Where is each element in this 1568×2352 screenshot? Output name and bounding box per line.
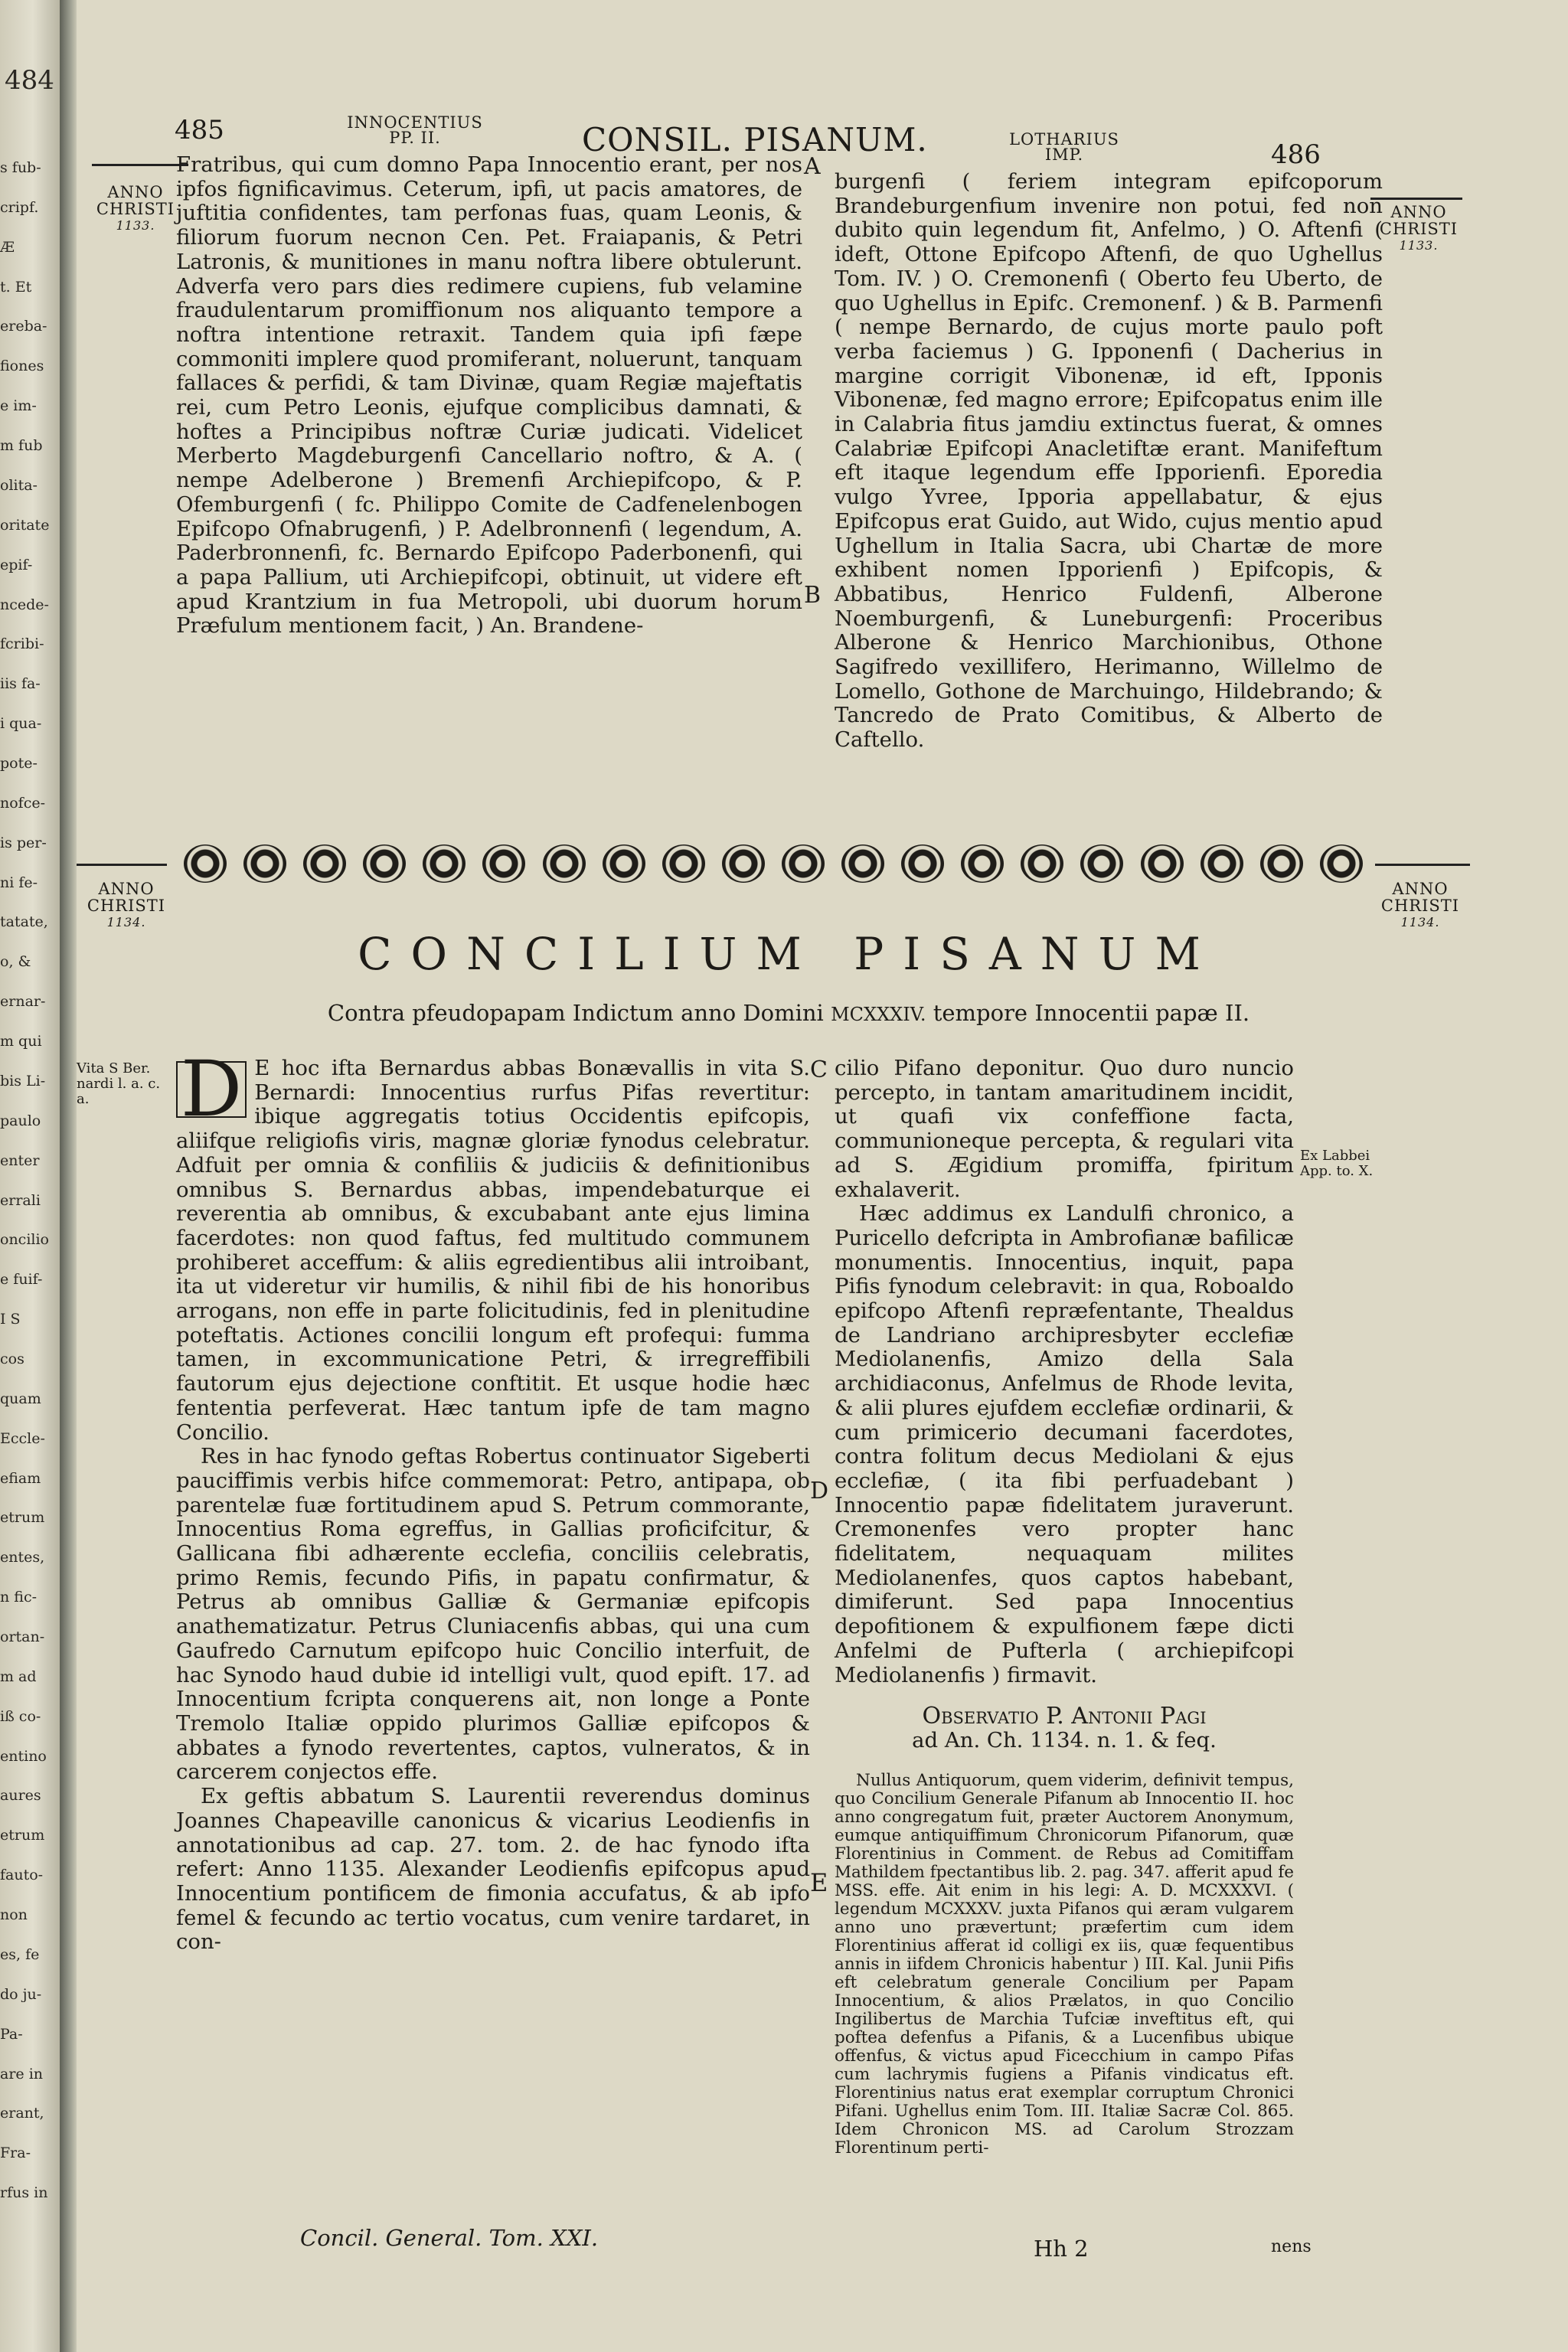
left-page-text-fragment: n fic- <box>0 1590 38 1606</box>
left-page-text-fragment: nofce- <box>0 795 46 811</box>
running-head-emperor-line1: LOTHARIUS <box>1009 130 1119 149</box>
left-page-text-fragment: entino <box>0 1749 47 1764</box>
body-left-column <box>176 1044 810 1955</box>
subtitle-text-end: tempore Innocentii papæ II. <box>933 1000 1250 1026</box>
left-page-text-fragment: Fra- <box>0 2146 31 2161</box>
left-page-text-fragment: o, & <box>0 955 31 970</box>
left-page-text-fragment: t. Et <box>0 279 32 295</box>
left-page-text-fragment: ortan- <box>0 1630 45 1645</box>
footer-volume: Concil. General. Tom. XXI. <box>300 2225 599 2251</box>
body-right-column <box>835 1057 1294 2158</box>
running-head-pope-line1: INNOCENTIUS <box>347 113 483 132</box>
anno-christi: CHRISTI <box>87 897 166 915</box>
rosette-ornament <box>901 844 944 883</box>
anno-word: ANNO <box>1390 203 1447 221</box>
left-page-text-fragment: rfus in <box>0 2186 48 2201</box>
left-page-text-fragment: fauto- <box>0 1868 44 1883</box>
left-page-text-fragment: is per- <box>0 835 47 851</box>
left-page-number: 484 <box>5 67 54 93</box>
anno-christi: CHRISTI <box>96 200 175 218</box>
left-page-text-fragment: tatate, <box>0 915 48 930</box>
rosette-ornament <box>363 844 406 883</box>
anno-section-right <box>1370 880 1470 931</box>
left-page-text-fragment: olita- <box>0 478 38 493</box>
rosette-ornament <box>423 844 466 883</box>
left-page-text-fragment: errali <box>0 1193 41 1208</box>
left-page-text-fragment: e fuif- <box>0 1272 43 1288</box>
left-page-text-fragment: m fub <box>0 439 43 454</box>
observatio-subtitle: ad An. Ch. 1134. n. 1. & feq. <box>912 1727 1217 1753</box>
section-rule-right <box>1375 864 1470 866</box>
left-page-text-fragment: Pa- <box>0 2027 23 2042</box>
anno-christi: CHRISTI <box>1379 220 1459 238</box>
left-page-text-fragment: etrum <box>0 1511 45 1526</box>
left-page-text-fragment: do ju- <box>0 1987 42 2002</box>
left-page-text-fragment: ncede- <box>0 597 49 612</box>
left-page-text-fragment: ernar- <box>0 995 46 1010</box>
top-right-column: burgenfi ( feriem integram epifcoporum Brandeburgenfium invenire non potui, fed non dubito quin legendum fit, Anfelmo, ) O. Aftenfi ( ideft, Ottone Epifcopo Aftenfi, de quo Ughellus Tom. IV. ) O. Cremonenfi ( Oberto feu Uberto, de quo Ughellus in Epifc. Cremonenf. ) & B. Parmenfi ( nempe Bernardo, de cujus morte paulo poft verba faciemus ) G. Ipponenfi ( Dacherius in margine corrigit Vibonenæ, id eft, Ipponis Vibonenæ, fed magno errore; Epifcopatus enim ille in Calabria fitus jamdiu extinctus fuerat, & omnes Calabriæ Epifcopi Anacletiftæ erant. Manifeftum eft itaque legendum effe Ipporienfi. Eporedia vulgo Yvree, Ipporia appellabatur, & ejus Epifcopus erat Guido, aut Wido, cujus mentio apud Ughellum in Italia Sacra, ubi Chartæ de more exhibent nomen Ipporienfi ) Epifcopis, & Abbatibus, Henrico Fuldenfi, Alberone Noemburgenfi, & Luneburgenfi: Proceribus Alberone & Henrico Marchionibus, Othone Sagifredo vexillifero, Herimanno, Willelmo de Lomello, Gothone de Marchuingo, Hildebrando; & Tancredo de Prato Comitibus, & Alberto de Caftello. <box>835 169 1383 753</box>
rosette-ornament <box>782 844 825 883</box>
rosette-ornament <box>303 844 346 883</box>
left-page-text-fragment: fiones <box>0 359 44 374</box>
anno-top-right <box>1369 204 1468 254</box>
left-page-text-fragment: ni fe- <box>0 875 38 890</box>
left-page-text-fragment: es, fe <box>0 1947 40 1962</box>
left-page-text-fragment: cripf. <box>0 200 39 215</box>
left-page-text-fragment: bis Li- <box>0 1073 46 1089</box>
body-left-paragraph-2: Res in hac fynodo geftas Robertus continuator Sigeberti pauciffimis verbis hifce commemorat: Petro, antipapa, ob parentelæ fuæ fortitudinem apud S. Petrum commorante, Innocentius Roma egreffus, in Gallias proficifcitur, & Gallicana fibi adhærente ecclefia, conciliis celebratis, primo Remis, fecundo Pifis, in papatu confirmatur, & Petrus ab omnibus Galliæ & Germaniæ epifcopis anathematizatur. Petrus Cluniacenfis abbas, qui una cum Gaufredo Carnutum epifcopo huic Concilio interfuit, de hac Synodo haud dubie id intelligi vult, quod epift. 17. ad Innocentium fcripta conquerens ait, non longe a Ponte Tremolo Italiæ oppido plurimos Galliæ epifcopos & abbates a fynodo revertentes, captos, vulneratos, & in carcerem conjectos effe. <box>176 1444 810 1785</box>
rosette-ornament <box>243 844 286 883</box>
body-left-paragraph-1: E hoc ifta Bernardus abbas Bonævallis in vita S. Bernardi: Innocentius rurfus Pifas revertitur: ibique aggregatis totius Occidentis epifcopis, aliifque religiofis viris, magnæ gloriæ fynodus celebratur. Adfuit per omnia & confiliis & judiciis & definitionibus omnibus S. Bernardus abbas, impendebaturque ei reverentia ab omnibus, & excubabant ante ejus limina facerdotes: non quod faftus, fed multitudo communem prohiberet acceffum: & aliis egredientibus alii introibant, ita ut videretur vir humilis, & nihil fibi de his honoribus arrogans, non effe in parte folicitudinis, fed in plenitudine poteftatis. Actiones concilii longum eft profequi: fumma tamen, in excommunicatione Petri, & irregreffibili fautorum ejus dejectione conftitit. Et usque hodie hæc fententia perfeverat. Hæc tantum ipfe de tam magno Concilio. <box>176 1056 810 1445</box>
left-page-text-fragment: m qui <box>0 1034 42 1050</box>
section-subtitle <box>191 1000 1386 1026</box>
observatio-title: Observatio P. Antonii Pagi <box>922 1703 1207 1730</box>
left-page-text-fragment: fcribi- <box>0 637 44 652</box>
left-page-text-fragment: enter <box>0 1153 40 1168</box>
body-right-paragraph-2: Hæc addimus ex Landulfi chronico, a Puricello defcripta in Ambrofianæ bafilicæ monumentis. Innocentius, inquit, papa Pifis fynodum celebravit: in qua, Roboaldo epifcopo Aftenfi repræfentante, Thealdus de Landriano archipresbyter ecclefiæ Mediolanenfis, Amizo della Sala archidiaconus, Anfelmus de Rhode levita, & alii plures ejufdem ecclefiæ ordinarii, & cum primicerio decumani facerdotes, contra folitum decus Mediolani & ejus ecclefiæ, ( ita fibi perfuadebant ) Innocentio papæ fidelitatem juraverunt. Cremonenfes vero propter hanc fidelitatem, nequaquam milites Mediolanenfes, quos captos habebant, dimiferunt. Sed papa Innocentius depofitionem & expulfionem fæpe dicti Anfelmi de Pufterla ( archiepifcopi Mediolanenfis ) firmavit. <box>835 1201 1294 1687</box>
anno-word: ANNO <box>98 880 155 898</box>
left-page-text-fragment: s fub- <box>0 161 41 175</box>
rosette-ornament <box>1080 844 1123 883</box>
running-head-title: CONSIL. PISANUM. <box>582 121 928 158</box>
left-page-text-fragment: pote- <box>0 756 38 771</box>
left-page-text-fragment: epif- <box>0 557 33 573</box>
left-page-text-fragment: efiam <box>0 1471 41 1486</box>
rosette-ornament <box>1141 844 1184 883</box>
rosette-ornament <box>662 844 705 883</box>
left-page-text-fragment: I S <box>0 1312 21 1328</box>
left-page-text-fragment: i qua- <box>0 717 42 732</box>
left-page-fragment <box>0 0 60 2352</box>
rosette-ornament <box>722 844 765 883</box>
body-left-paragraph-3: Ex geftis abbatum S. Laurentii reverendus dominus Joannes Chapeaville canonicus & vicarius Leodienfis in annotationibus ad cap. 27. tom. 2. de hac fynodo ifta refert: Anno 1135. Alexander Leodienfis epifcopus apud Innocentium pontificem de fimonia accufatus, & ab ipfo femel & fecundo ac tertio vocatus, cum venire tardaret, in con- <box>176 1784 810 1955</box>
anno-word: ANNO <box>1392 880 1449 898</box>
left-page-text-fragment: erant, <box>0 2106 44 2122</box>
running-head-pope-line2: PP. II. <box>389 129 441 147</box>
column-marker-b: B <box>804 582 822 609</box>
rosette-ornament <box>841 844 884 883</box>
running-head-emperor <box>1003 132 1125 162</box>
footer-catchword: nens <box>1271 2237 1312 2256</box>
left-page-text-fragment: Eccle- <box>0 1431 45 1446</box>
left-page-text-fragment: cos <box>0 1351 24 1367</box>
subtitle-text: Contra pfeudopapam Indictum anno Domini <box>327 1000 824 1026</box>
anno-year: 1133. <box>116 218 155 233</box>
subtitle-year: MCXXXIV. <box>831 1004 926 1025</box>
running-head-emperor-line2: IMP. <box>1044 145 1084 164</box>
section-rule-left <box>77 864 167 866</box>
rosette-ornament <box>1021 844 1063 883</box>
left-page-text-fragment: are in <box>0 2066 44 2082</box>
rosette-ornament <box>482 844 525 883</box>
column-marker-a: A <box>804 153 821 180</box>
drop-cap: D <box>176 1061 247 1118</box>
left-page-text-fragment: e im- <box>0 399 37 414</box>
left-page-text-fragment: aures <box>0 1788 41 1804</box>
anno-word: ANNO <box>107 183 164 201</box>
book-gutter <box>60 0 77 2352</box>
anno-christi: CHRISTI <box>1380 897 1460 915</box>
left-page-text-fragment: paulo <box>0 1113 41 1129</box>
rosette-ornament <box>1260 844 1303 883</box>
left-page-text-fragment: m ad <box>0 1669 37 1684</box>
rosette-ornament <box>184 844 227 883</box>
left-page-text-fragment: non <box>0 1908 28 1923</box>
left-page-text-fragment: quam <box>0 1391 41 1406</box>
rosette-ornament <box>543 844 586 883</box>
anno-year: 1134. <box>106 915 146 929</box>
observatio-heading <box>835 1704 1294 1753</box>
main-page <box>77 0 1568 2352</box>
rosette-ornament <box>961 844 1004 883</box>
left-page-text-fragment: entes, <box>0 1550 45 1566</box>
section-title: CONCILIUM PISANUM <box>358 928 1220 980</box>
anno-section-left <box>77 880 176 931</box>
page-number-right: 486 <box>1271 139 1321 170</box>
anno-year: 1134. <box>1400 915 1440 929</box>
left-page-text-fragment: ereba- <box>0 319 47 335</box>
page-number-left: 485 <box>175 115 224 145</box>
rosette-ornament <box>1200 844 1243 883</box>
margin-note-vita: Vita S Ber. nardi l. a. c. a. <box>77 1060 161 1107</box>
left-page-text-fragment: iß co- <box>0 1709 41 1724</box>
rosette-ornament <box>1320 844 1363 883</box>
footer-signature: Hh 2 <box>1034 2236 1089 2262</box>
top-left-column: Fratribus, qui cum domno Papa Innocentio erant, per nos ipfos fignificavimus. Ceterum, ipfi, ut pacis amatores, de juftitia confidentes, tam perfonas fuas, quam Leonis, & filiorum fuorum necnon Cen. Pet. Fraiapanis, & Petri Latronis, & munitiones in manu noftra libere obtulerunt. Adverfa vero pars dies redimere cupiens, fub velamine fraudulentarum promiffionum nos aliquanto tempore a noftra intentione retraxit. Tandem quia ipfi fæpe commoniti implere quod promiferant, noluerunt, tanquam fallaces & perfidi, & tam Divinæ, quam Regiæ majeftatis rei, cum Petro Leonis, ejufque complicibus damnati, & hoftes a Principibus noftræ Curiæ judicati. Videlicet Merberto Magdeburgenfi Cancellario noftro, & A. ( nempe Adelberone ) Bremenfi Archiepifcopo, & P. Ofemburgenfi ( fc. Philippo Comite de Cadfenelenbogen Epifcopo Ofnabrugenfi, ) P. Adelbronnenfi ( legendum, A. Paderbronnenfi, fc. Bernardo Epifcopo Paderbonenfi, qui a papa Pallium, uti Archiepifcopi, obtinuit, ut videre eft apud Krantzium in fua Metropoli, ubi duorum horum Præfulum mentionem facit, ) An. Brandene- <box>176 152 802 639</box>
anno-rule-right <box>1370 198 1462 200</box>
anno-year: 1133. <box>1399 238 1439 253</box>
anno-top-left <box>86 184 185 234</box>
left-page-text-fragment: etrum <box>0 1828 45 1844</box>
column-marker-d: D <box>810 1478 829 1504</box>
column-marker-c: C <box>810 1057 828 1083</box>
observatio-text: Nullus Antiquorum, quem viderim, definivit tempus, quo Concilium Generale Pifanum ab Innocentio II. hoc anno congregatum fuit, præter Auctorem Anonymum, eumque antiquiffimum Chronicorum Pifanorum, quæ Florentinius in Comment. de Rebus ad Comitiffam Mathildem fpectantibus lib. 2. pag. 347. afferit apud fe MSS. effe. Ait enim in his legi: A. D. MCXXXVI. ( legendum MCXXXV. juxta Pifanos qui æram vulgarem anno uno prævertunt; præfertim cum idem Florentinius afferat id colligi ex iis, quæ fequentibus annis in iifdem Chronicis habentur ) III. Kal. Junii Pifis eft celebratum generale Concilium per Papam Innocentium, & alios Prælatos, in quo Concilio Ingilibertus de Marchia Tufciæ inveftitus eft, qui poftea defenfus a Pifanis, & a Lucenfibus ubique offenfus, & victus apud Ficecchium in campo Pifas cum lachrymis fugiens a Pifanis vindicatus eft. Florentinius natus erat exemplar corruptum Chronici Pifani. Ughellus enim Tom. III. Italiæ Sacræ Col. 865. Idem Chronicon MS. ad Carolum Strozzam Florentinum perti- <box>835 1770 1294 2158</box>
body-right-paragraph-1: cilio Pifano deponitur. Quo duro nuncio perceptо, in tantam amaritudinem incidit, ut quafi vix confeffione facta, communioneque percepta, & regulari vita ad S. Ægidium promiffa, fpiritum exhalaverit. <box>835 1056 1294 1202</box>
left-page-text-fragment: oritate <box>0 518 50 533</box>
column-marker-e: E <box>810 1868 828 1897</box>
rosette-ornament <box>603 844 645 883</box>
running-head-pope <box>346 115 484 145</box>
ornament-band <box>184 841 1363 887</box>
left-page-text-fragment: oncilio <box>0 1233 49 1248</box>
margin-note-labbei: Ex Labbei App. to. X. <box>1300 1148 1374 1179</box>
left-page-text-fragment: iis fa- <box>0 677 41 692</box>
anno-rule-left <box>92 164 188 166</box>
left-page-text-fragment: Æ <box>0 240 15 255</box>
